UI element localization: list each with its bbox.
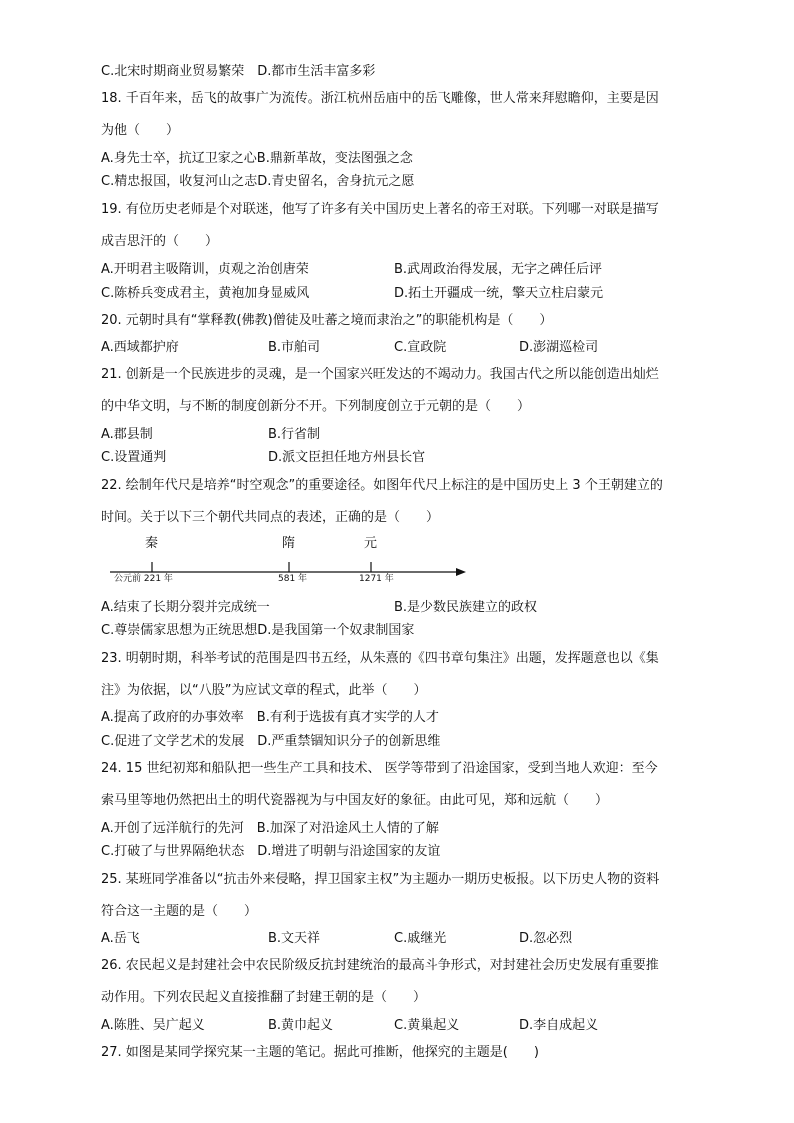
q27-stem: 27. 如图是某同学探究某一主题的笔记。据此可推断，他探究的主题是( ) (101, 1045, 539, 1060)
q23-option-cd: C.促进了文学艺术的发展 D.严重禁锢知识分子的创新思维 (101, 734, 441, 749)
timeline-year-yuan: 1271 年 (359, 574, 394, 584)
q19-option-c: C.陈桥兵变成君主，黄袍加身显威风 (101, 286, 310, 301)
q22-stem-line2: 时间。关于以下三个朝代共同点的表述，正确的是（ ） (101, 510, 440, 525)
q21-stem-line1: 21. 创新是一个民族进步的灵魂，是一个国家兴旺发达的不竭动力。我国古代之所以能创造出灿烂 (101, 367, 659, 382)
q17-option-cd: C.北宋时期商业贸易繁荣 D.都市生活丰富多彩 (101, 64, 376, 79)
q22-option-b: B.是少数民族建立的政权 (394, 600, 538, 615)
q26-option-a: A.陈胜、吴广起义 (101, 1018, 205, 1033)
timeline-dynasty-sui: 隋 (282, 536, 296, 551)
q26-option-b: B.黄巾起义 (268, 1018, 334, 1033)
q24-option-ab: A.开创了远洋航行的先河 B.加深了对沿途风土人情的了解 (101, 821, 439, 836)
q22-option-cd: C.尊崇儒家思想为正统思想D.是我国第一个奴隶制国家 (101, 623, 415, 638)
q25-option-b: B.文天祥 (268, 931, 321, 946)
q19-option-d: D.拓土开疆成一统，擎天立柱启蒙元 (394, 286, 604, 301)
timeline-year-sui: 581 年 (278, 574, 308, 584)
q23-option-ab: A.提高了政府的办事效率 B.有利于选拔有真才实学的人才 (101, 710, 439, 725)
q20-option-b: B.市舶司 (268, 340, 321, 355)
q19-stem-line1: 19. 有位历史老师是个对联迷，他写了许多有关中国历史上著名的帝王对联。下列哪一对联是描写 (101, 202, 659, 217)
timeline-dynasty-qin: 秦 (145, 536, 159, 551)
q24-stem-line2: 索马里等地仍然把出土的明代瓷器视为与中国友好的象征。由此可见，郑和远航（ ） (101, 793, 609, 808)
q26-option-c: C.黄巢起义 (394, 1018, 460, 1033)
q21-option-c: C.设置通判 (101, 450, 167, 465)
q21-option-d: D.派文臣担任地方州县长官 (268, 450, 426, 465)
q18-stem-line2: 为他（ ） (101, 123, 180, 138)
q24-stem-line1: 24. 15 世纪初郑和船队把一些生产工具和技术、 医学等带到了沿途国家，受到当地人欢迎：至今 (101, 761, 658, 776)
q25-stem-line2: 符合这一主题的是（ ） (101, 904, 258, 919)
q18-option-ab: A.身先士卒，抗辽卫家之心B.鼎新革故，变法图强之念 (101, 151, 413, 166)
q23-stem-line2: 注》为依据，以“八股”为应试文章的程式，此举（ ） (101, 683, 427, 698)
q20-option-d: D.澎湖巡检司 (519, 340, 599, 355)
q18-stem-line1: 18. 千百年来，岳飞的故事广为流传。浙江杭州岳庙中的岳飞雕像，世人常来拜慰瞻仰，主要是因 (101, 91, 659, 106)
q21-option-b: B.行省制 (268, 427, 321, 442)
q22-stem-line1: 22. 绘制年代尺是培养“时空观念”的重要途径。如图年代尺上标注的是中国历史上 3 个王朝建立的 (101, 478, 663, 493)
q24-option-cd: C.打破了与世界隔绝状态 D.增进了明朝与沿途国家的友谊 (101, 844, 441, 859)
q25-option-d: D.忽必烈 (519, 931, 573, 946)
q25-option-c: C.戚继光 (394, 931, 447, 946)
timeline-figure (108, 536, 468, 588)
q19-option-b: B.武周政治得发展，无字之碑任后评 (394, 262, 603, 277)
q21-stem-line2: 的中华文明，与不断的制度创新分不开。下列制度创立于元朝的是（ ） (101, 399, 531, 414)
q25-option-a: A.岳飞 (101, 931, 140, 946)
timeline-dynasty-yuan: 元 (364, 536, 378, 551)
q21-option-a: A.郡县制 (101, 427, 153, 442)
q18-option-cd: C.精忠报国，收复河山之志D.青史留名，舍身抗元之愿 (101, 174, 415, 189)
q19-stem-line2: 成吉思汗的（ ） (101, 234, 219, 249)
q20-stem: 20. 元朝时具有“掌释教(佛教)僧徒及吐蕃之境而隶治之”的职能机构是（ ） (101, 313, 553, 328)
q22-option-a: A.结束了长期分裂并完成统一 (101, 600, 270, 615)
q20-option-a: A.西域都护府 (101, 340, 179, 355)
q23-stem-line1: 23. 明朝时期，科举考试的范围是四书五经，从朱熹的《四书章句集注》出题，发挥题意也以《集 (101, 651, 659, 666)
timeline-year-qin: 公元前 221 年 (114, 574, 173, 584)
q26-stem-line1: 26. 农民起义是封建社会中农民阶级反抗封建统治的最高斗争形式，对封建社会历史发展有重要推 (101, 958, 659, 973)
q19-option-a: A.开明君主吸隋训，贞观之治创唐荣 (101, 262, 309, 277)
q20-option-c: C.宣政院 (394, 340, 447, 355)
q25-stem-line1: 25. 某班同学准备以“抗击外来侵略，捍卫国家主权”为主题办一期历史板报。以下历史人物的资料 (101, 872, 660, 887)
q26-option-d: D.李自成起义 (519, 1018, 599, 1033)
q26-stem-line2: 动作用。下列农民起义直接推翻了封建王朝的是（ ） (101, 990, 427, 1005)
